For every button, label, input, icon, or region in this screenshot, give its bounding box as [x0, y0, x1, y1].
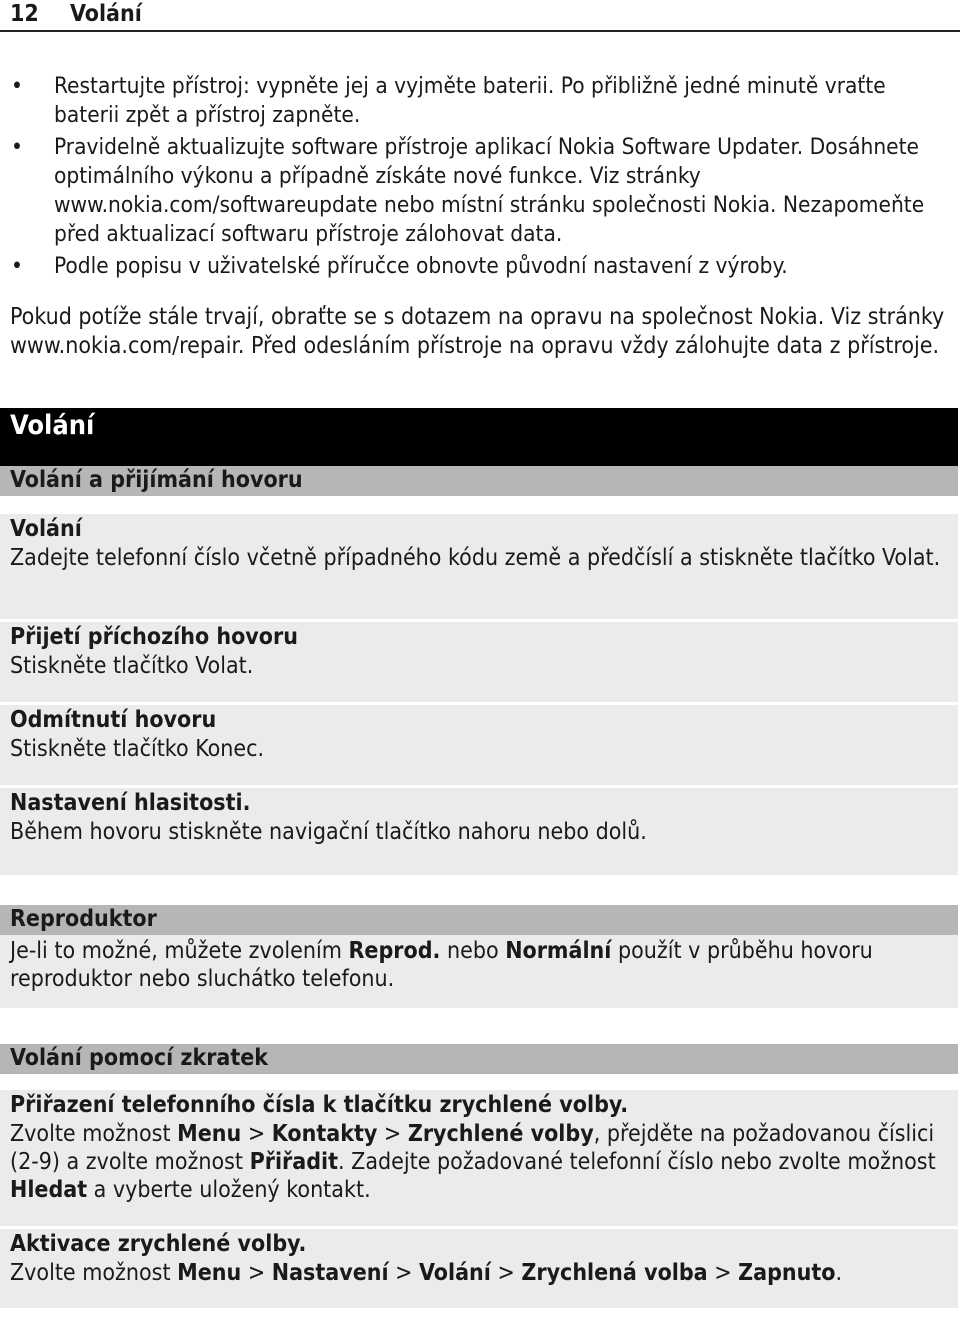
menu-path-item: Zrychlené volby — [407, 1121, 594, 1147]
menu-path-item: Zapnuto — [738, 1260, 836, 1286]
shortcuts-panel — [0, 1090, 958, 1311]
block-body: Stiskněte tlačítko Volat. — [10, 653, 254, 679]
menu-path-item: Hledat — [10, 1177, 88, 1203]
bullet-icon: • — [11, 134, 23, 160]
block-title: Přijetí příchozího hovoru — [10, 624, 298, 650]
page-header — [0, 0, 960, 32]
activate-speed-dial-block — [0, 1229, 958, 1311]
block-title: Přiřazení telefonního čísla k tlačítku zrychlené volby. — [10, 1092, 629, 1118]
list-item — [0, 252, 960, 281]
list-item — [0, 133, 960, 249]
section-title: Volání — [0, 408, 958, 466]
block-title: Aktivace zrychlené volby. — [10, 1231, 307, 1257]
menu-path-item: Volání — [419, 1260, 491, 1286]
speaker-panel — [0, 935, 958, 1011]
volume-block — [0, 788, 958, 878]
subsection-title-speaker: Reproduktor — [0, 905, 958, 935]
block-body: Během hovoru stiskněte navigační tlačítko nahoru nebo dolů. — [10, 819, 647, 845]
bullet-icon: • — [11, 73, 23, 99]
subsection-title-shortcuts: Volání pomocí zkratek — [0, 1044, 958, 1074]
normal-option: Normální — [505, 938, 612, 964]
block-title: Odmítnutí hovoru — [10, 707, 217, 733]
menu-path-item: Menu — [177, 1260, 242, 1286]
menu-path-item: Přiřadit — [249, 1149, 339, 1175]
speaker-block — [0, 935, 958, 1011]
block-title: Volání — [10, 516, 82, 542]
block-body: Zvolte možnost Menu > Nastavení > Volání > Zrychlená volba > Zapnuto. — [10, 1260, 843, 1286]
menu-path-item: Zrychlená volba — [521, 1260, 708, 1286]
block-body: Zvolte možnost Menu > Kontakty > Zrychlené volby, přejděte na požadovanou číslici (2-9) a zvolte možnost Přiřadit. Zadejte požadované telefonní číslo nebo zvolte možnost Hledat a vyberte uložený kontakt. — [10, 1121, 936, 1203]
assign-speed-dial-block — [0, 1090, 958, 1229]
call-block — [0, 514, 958, 622]
menu-path-item: Nastavení — [271, 1260, 389, 1286]
calls-panel — [0, 514, 958, 878]
menu-path-item: Menu — [177, 1121, 242, 1147]
list-item-text: Restartujte přístroj: vypněte jej a vyjměte baterii. Po přibližně jedné minutě vraťte baterii zpět a přístroj zapněte. — [54, 73, 886, 128]
block-body: Stiskněte tlačítko Konec. — [10, 736, 265, 762]
block-title: Nastavení hlasitosti. — [10, 790, 251, 816]
list-item — [0, 72, 960, 130]
speaker-option: Reprod. — [348, 938, 441, 964]
answer-call-block — [0, 622, 958, 705]
page-number: 12 — [10, 1, 39, 27]
subsection-title-calls: Volání a přijímání hovoru — [0, 466, 958, 496]
reject-call-block — [0, 705, 958, 788]
list-item-text: Pravidelně aktualizujte software přístroje aplikací Nokia Software Updater. Dosáhnete optimálního výkonu a případně získáte nové funkce. Viz stránky www.nokia.com/softwareupdate nebo místní stránku společnosti Nokia. Nezapomeňte před aktualizací softwaru přístroje zálohovat data. — [54, 134, 925, 247]
troubleshooting-list — [0, 72, 960, 284]
menu-path-item: Kontakty — [271, 1121, 378, 1147]
support-paragraph: Pokud potíže stále trvají, obraťte se s dotazem na opravu na společnost Nokia. Viz stránky www.nokia.com/repair. Před odesláním přístroje na opravu vždy zálohujte data z přístroje. — [10, 304, 945, 359]
block-body: Je-li to možné, můžete zvolením Reprod. nebo Normální použít v průběhu hovoru reproduktor nebo sluchátko telefonu. — [10, 938, 873, 992]
bullet-icon: • — [11, 253, 23, 279]
running-title: Volání — [70, 1, 142, 27]
list-item-text: Podle popisu v uživatelské příručce obnovte původní nastavení z výroby. — [54, 253, 788, 279]
block-body: Zadejte telefonní číslo včetně případného kódu země a předčíslí a stiskněte tlačítko Volat. — [10, 545, 941, 571]
